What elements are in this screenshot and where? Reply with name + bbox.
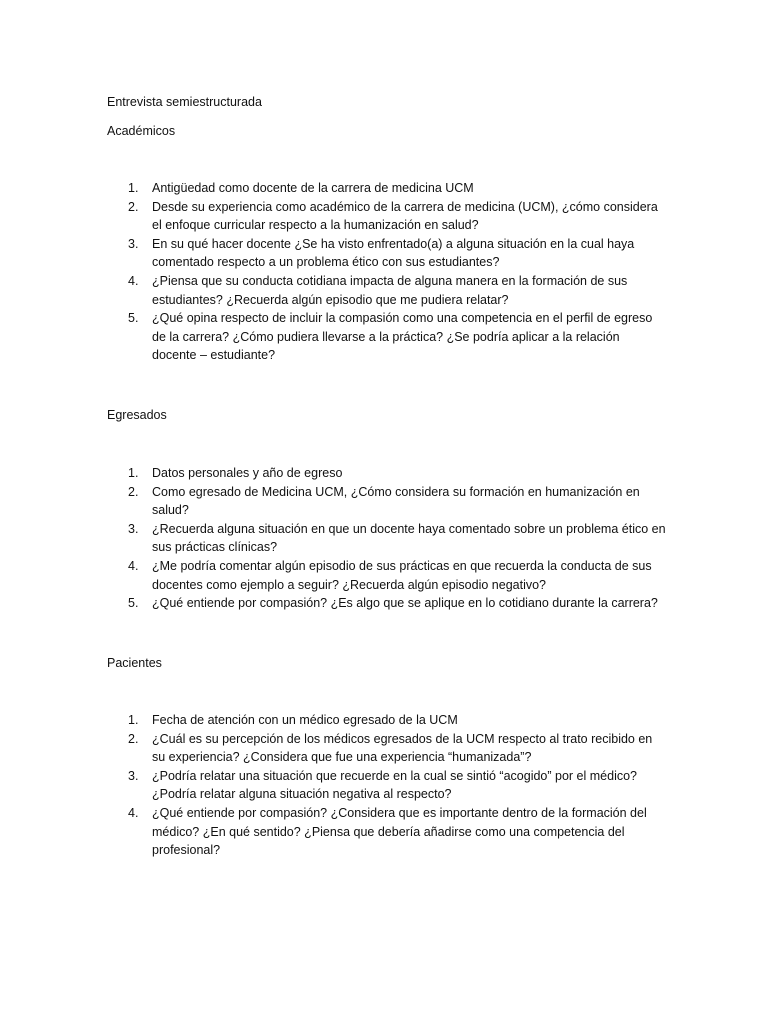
list-number: 2.: [128, 731, 139, 746]
question-text: Fecha de atención con un médico egresado de la UCM: [152, 713, 458, 727]
question-text: ¿Qué opina respecto de incluir la compasión como una competencia en el perfil de egreso de la carrera? ¿Cómo pudiera llevarse a la práctica? ¿Se podría aplicar a la relación docente – estudiante?: [152, 311, 653, 363]
question-text: ¿Me podría comentar algún episodio de sus prácticas en que recuerda la conducta de sus docentes como ejemplo a seguir? ¿Recuerda algún episodio negativo?: [152, 558, 652, 592]
list-item: [107, 464, 667, 483]
list-number: 1.: [128, 181, 139, 195]
list-item: [107, 235, 667, 272]
question-text: ¿Cuál es su percepción de los médicos egresados de la UCM respecto al trato recibido en su experiencia? ¿Considera que fue una experiencia “humanizada”?: [152, 731, 653, 765]
list-item: [107, 804, 667, 860]
list-number: 1.: [128, 713, 139, 727]
question-text: Desde su experiencia como académico de la carrera de medicina (UCM), ¿cómo considera el enfoque curricular respecto a la humanización en salud?: [152, 199, 658, 233]
question-list-academicos: [107, 179, 667, 365]
list-item: [107, 309, 667, 365]
list-number: 5.: [128, 596, 139, 611]
list-number: 3.: [128, 521, 139, 536]
section-heading-egresados: Egresados: [107, 408, 167, 422]
document-title: Entrevista semiestructurada: [107, 95, 262, 109]
list-item: [107, 557, 667, 594]
list-item: [107, 730, 667, 767]
question-list-egresados: [107, 464, 667, 613]
question-text: Datos personales y año de egreso: [152, 466, 343, 480]
question-list-pacientes: [107, 711, 667, 860]
list-number: 3.: [128, 768, 139, 783]
question-text: Antigüedad como docente de la carrera de medicina UCM: [152, 181, 474, 195]
list-item: [107, 179, 667, 198]
question-text: Como egresado de Medicina UCM, ¿Cómo considera su formación en humanización en salud?: [152, 484, 640, 518]
list-item: [107, 594, 667, 613]
list-item: [107, 711, 667, 730]
question-text: En su qué hacer docente ¿Se ha visto enfrentado(a) a alguna situación en la cual haya comentado respecto a un problema ético con sus estudiantes?: [152, 236, 635, 270]
question-text: ¿Qué entiende por compasión? ¿Es algo que se aplique en lo cotidiano durante la carrera?: [152, 596, 658, 611]
list-number: 4.: [128, 558, 139, 573]
list-number: 4.: [128, 805, 139, 820]
list-number: 2.: [128, 199, 139, 214]
section-heading-academicos: Académicos: [107, 124, 176, 138]
list-item: [107, 198, 667, 235]
list-item: [107, 272, 667, 309]
list-item: [107, 767, 667, 804]
section-heading-pacientes: Pacientes: [107, 656, 162, 670]
list-number: 1.: [128, 466, 139, 480]
list-number: 4.: [128, 273, 139, 288]
question-text: ¿Podría relatar una situación que recuerde en la cual se sintió “acogido” por el médico? ¿Podría relatar alguna situación negativa al respecto?: [152, 768, 637, 802]
list-item: [107, 483, 667, 520]
question-text: ¿Recuerda alguna situación en que un docente haya comentado sobre un problema ético en sus prácticas clínicas?: [152, 521, 666, 555]
question-text: ¿Qué entiende por compasión? ¿Considera que es importante dentro de la formación del médico? ¿En qué sentido? ¿Piensa que debería añadirse como una competencia del profesional?: [152, 805, 647, 858]
list-number: 5.: [128, 311, 139, 326]
list-number: 3.: [128, 236, 139, 251]
list-item: [107, 520, 667, 557]
list-number: 2.: [128, 484, 139, 499]
question-text: ¿Piensa que su conducta cotidiana impacta de alguna manera en la formación de sus estudiantes? ¿Recuerda algún episodio que me pudiera relatar?: [152, 273, 628, 307]
